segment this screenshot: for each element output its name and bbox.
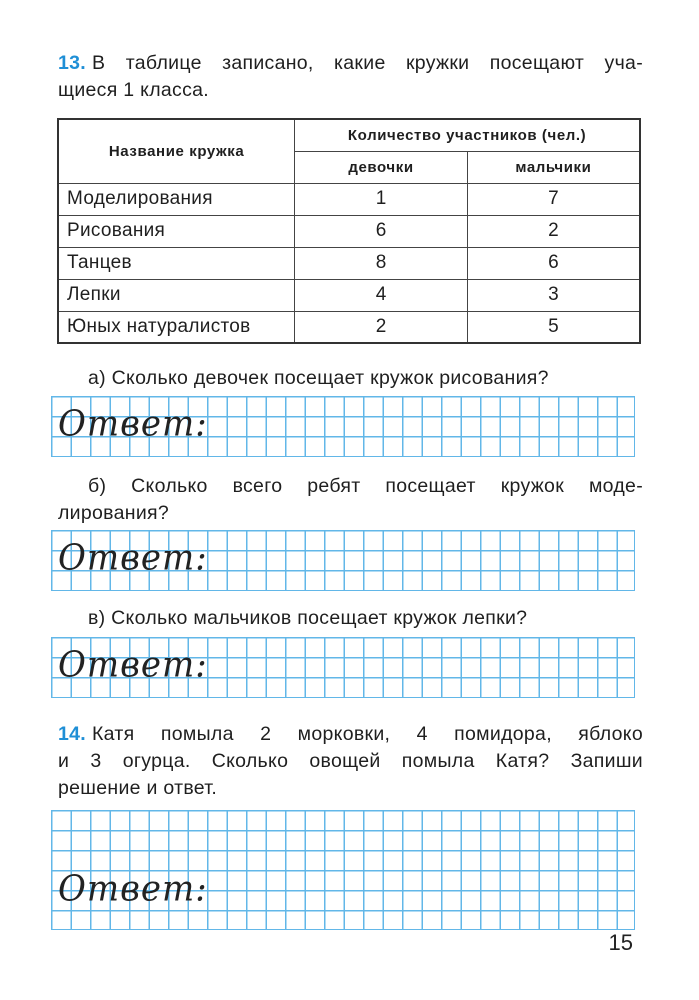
task-13-line-1: В таблице записано, какие кружки посещают уча- xyxy=(92,52,643,74)
task-14-number: 14. xyxy=(58,723,87,745)
boys-count: 7 xyxy=(467,183,640,215)
table-row xyxy=(58,311,640,343)
table-row xyxy=(58,183,640,215)
clubs-table xyxy=(57,118,641,344)
task-14-line-2: и 3 огурца. Сколько овощей помыла Катя? Запиши xyxy=(58,750,643,772)
club-name: Рисования xyxy=(58,215,295,247)
question-b-line-2: лирования? xyxy=(58,502,170,524)
question-b xyxy=(58,473,643,527)
table-row xyxy=(58,279,640,311)
task-13-line-2: щиеся 1 класса. xyxy=(58,79,210,101)
header-girls: девочки xyxy=(295,151,468,183)
boys-count: 2 xyxy=(467,215,640,247)
club-name: Танцев xyxy=(58,247,295,279)
club-name: Юных натуралистов xyxy=(58,311,295,343)
question-b-line-1: б) Сколько всего ребят посещает кружок моде- xyxy=(88,475,643,497)
question-c: в) Сколько мальчиков посещает кружок лепки? xyxy=(88,607,528,629)
table-row xyxy=(58,247,640,279)
task-14-text xyxy=(58,721,643,802)
header-club-name: Название кружка xyxy=(58,119,295,183)
table-row xyxy=(58,215,640,247)
girls-count: 1 xyxy=(295,183,468,215)
answer-label-14: Ответ: xyxy=(58,868,208,910)
club-name: Моделирования xyxy=(58,183,295,215)
task-14-line-1: Катя помыла 2 морковки, 4 помидора, яблоко xyxy=(92,723,643,745)
task-14-line-3: решение и ответ. xyxy=(58,777,218,799)
girls-count: 2 xyxy=(295,311,468,343)
club-name: Лепки xyxy=(58,279,295,311)
girls-count: 4 xyxy=(295,279,468,311)
girls-count: 6 xyxy=(295,215,468,247)
header-participants-count: Количество участников (чел.) xyxy=(295,119,640,151)
page-number: 15 xyxy=(608,930,633,955)
boys-count: 5 xyxy=(467,311,640,343)
task-13-text xyxy=(58,50,643,104)
answer-label-a: Ответ: xyxy=(58,403,208,445)
header-boys: мальчики xyxy=(467,151,640,183)
question-a: а) Сколько девочек посещает кружок рисования? xyxy=(88,367,549,389)
boys-count: 6 xyxy=(467,247,640,279)
boys-count: 3 xyxy=(467,279,640,311)
answer-label-c: Ответ: xyxy=(58,644,208,686)
answer-label-b: Ответ: xyxy=(58,537,208,579)
girls-count: 8 xyxy=(295,247,468,279)
task-13-number: 13. xyxy=(58,52,87,74)
